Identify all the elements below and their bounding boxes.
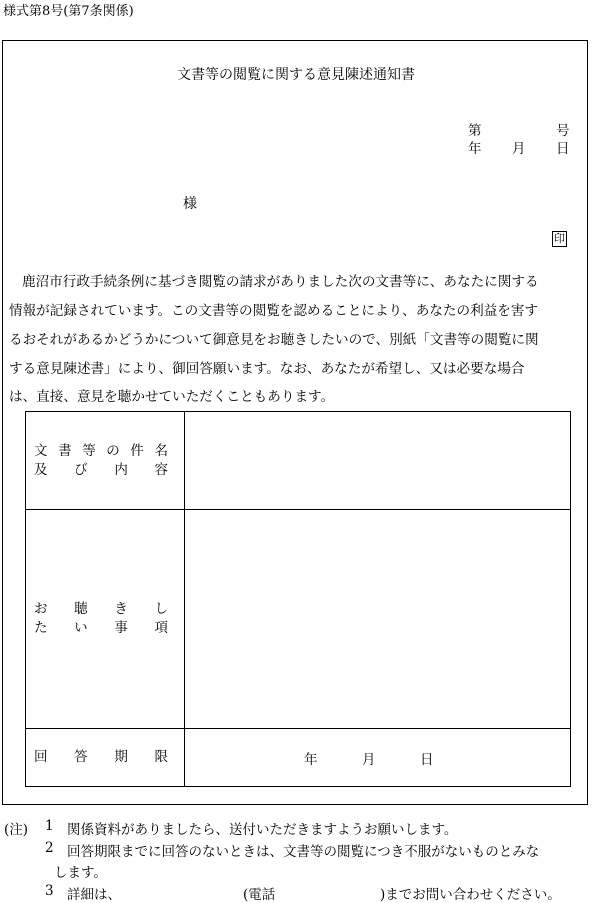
label-char: 名: [154, 442, 168, 459]
hearing-items-label: [26, 510, 185, 729]
note-1-text: 関係資料がありましたら、送付いただきますようお願いします。: [67, 822, 458, 838]
label-char: き: [114, 601, 128, 617]
label-char: 文: [34, 442, 48, 459]
label-char: し: [154, 601, 168, 617]
deadline-row: [26, 729, 571, 787]
body-line-3: るおそれがあるかどうかについて御意見をお聴きしたいので、別紙「文書等の閲覧に関: [9, 332, 539, 348]
deadline-label: [26, 729, 185, 787]
label-char: 回: [34, 749, 48, 765]
note-1-number: 1: [45, 818, 54, 834]
deadline-day: 日: [420, 751, 434, 768]
note-3-tel-close: )までお問い合わせください。: [380, 887, 561, 903]
label-char: い: [74, 620, 88, 636]
details-table: [25, 411, 571, 787]
body-line-2: 情報が記録されています。この文書等の閲覧を認めることにより、あなたの利益を害す: [9, 303, 539, 319]
deadline-month: 月: [362, 751, 376, 768]
label-char: 内: [114, 461, 128, 478]
label-char: 聴: [74, 601, 88, 617]
date-year: 年: [468, 141, 482, 157]
hearing-items-value: [185, 510, 571, 729]
label-char: お: [34, 601, 48, 617]
deadline-year: 年: [304, 751, 318, 768]
note-2-text-cont: します。: [54, 865, 107, 881]
document-title: 文書等の閲覧に関する意見陳述通知書: [177, 67, 415, 83]
label-char: 件: [130, 442, 144, 459]
note-3-number: 3: [45, 883, 54, 899]
notes-prefix: (注): [4, 822, 29, 838]
label-char: の: [106, 442, 120, 459]
hearing-items-row: [26, 510, 571, 729]
body-line-4: する意見陳述書」により、御回答願います。なお、あなたが希望し、又は必要な場合: [9, 361, 525, 377]
note-3-text: 詳細は、: [67, 887, 121, 903]
form-number-label: 様式第8号(第7条関係): [3, 4, 134, 19]
label-char: 容: [154, 461, 168, 478]
document-name-label: [26, 412, 185, 510]
number-dai: 第: [468, 123, 482, 139]
document-name-row: [26, 412, 571, 510]
body-line-1: 鹿沼市行政手続条例に基づき閲覧の請求がありました次の文書等に、あなたに関する: [22, 274, 539, 290]
label-char: 書: [58, 442, 72, 459]
addressee-suffix: 様: [183, 196, 197, 212]
note-3-tel-open: (電話: [243, 887, 276, 903]
document-name-value: [185, 412, 571, 510]
label-char: 期: [114, 749, 128, 765]
note-2-number: 2: [45, 840, 54, 856]
label-char: 項: [154, 620, 168, 636]
label-char: た: [34, 620, 48, 636]
label-char: 等: [82, 442, 96, 459]
label-char: 答: [74, 749, 88, 765]
note-2-text: 回答期限までに回答のないときは、文書等の閲覧につき不服がないものとみな: [67, 844, 540, 860]
date-day: 日: [556, 141, 570, 157]
label-char: 事: [114, 620, 128, 636]
label-char: 及: [34, 461, 48, 478]
body-line-5: は、直接、意見を聴かせていただくこともあります。: [9, 389, 335, 405]
number-go: 号: [556, 123, 570, 139]
label-char: び: [74, 461, 88, 478]
deadline-value: [185, 729, 571, 787]
label-char: 限: [154, 749, 168, 765]
date-month: 月: [512, 141, 526, 157]
seal-mark: 印: [554, 232, 565, 245]
